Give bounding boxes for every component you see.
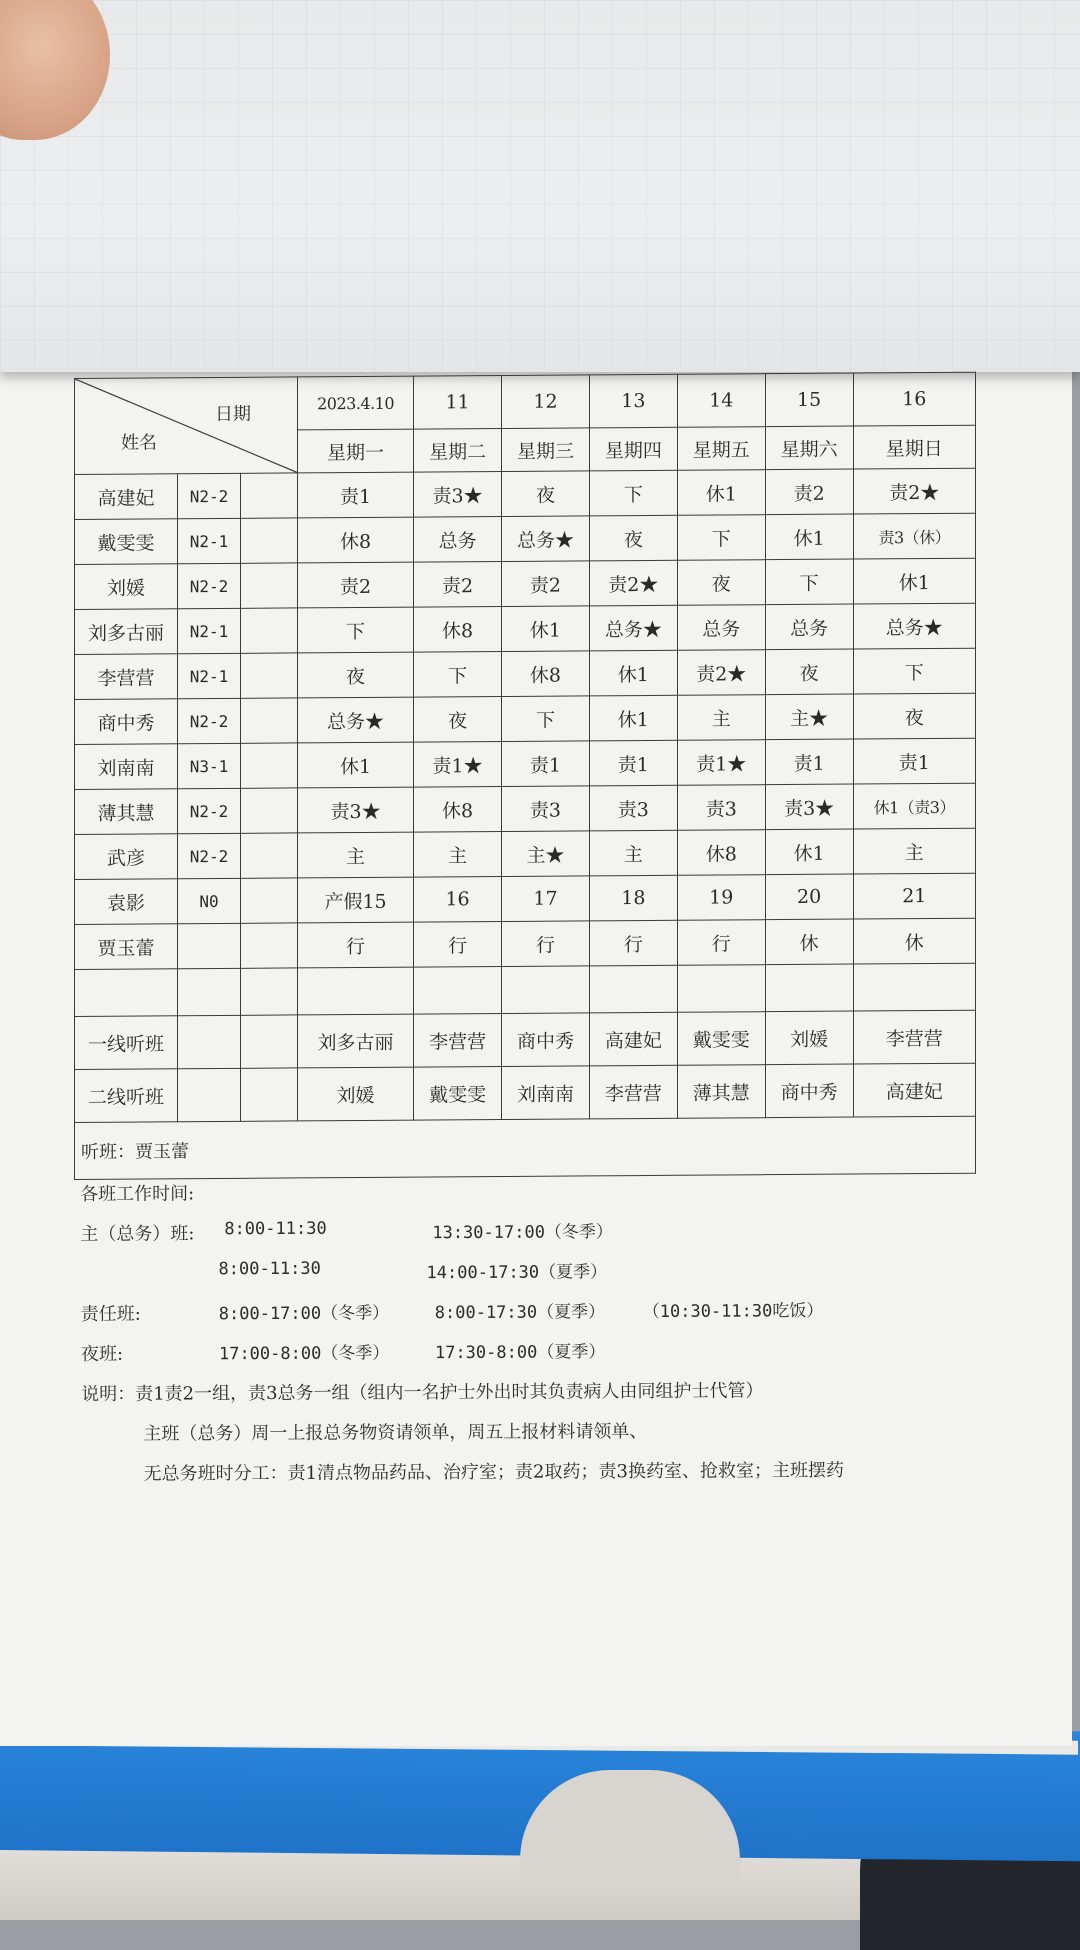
shift-cell: 责1 <box>502 741 590 787</box>
name-header-label: 姓名 <box>121 432 157 454</box>
shift-cell: 责2★ <box>677 650 765 696</box>
on-call-name-cell: 李营营 <box>414 1014 502 1068</box>
main-shift-line <box>80 1207 1000 1252</box>
staff-level-cell: N2-2 <box>178 788 241 833</box>
shift-cell: 责2★ <box>853 468 975 514</box>
blank-cell <box>241 518 298 563</box>
responsibility-shift-label: 责任班: <box>80 1303 141 1325</box>
shift-cell: 行 <box>414 922 502 968</box>
shift-cell: 责3 <box>502 786 590 832</box>
turned-page <box>0 0 1080 372</box>
main-shift-winter-morning: 8:00-11:30 <box>224 1218 327 1240</box>
empty-row <box>75 963 976 1016</box>
shift-cell: 夜 <box>677 560 765 606</box>
responsibility-shift-summer: 8:00-17:30（夏季） <box>434 1302 606 1324</box>
header-corner-cell <box>75 377 298 475</box>
on-call-name-cell: 刘多古丽 <box>298 1014 414 1068</box>
shift-cell: 休1（责3） <box>853 783 975 829</box>
staff-name-cell: 高建妃 <box>75 474 178 520</box>
staff-row <box>75 513 976 564</box>
staff-name-cell: 商中秀 <box>75 699 178 745</box>
date-header-label: 日期 <box>215 403 251 426</box>
main-shift-summer-afternoon: 14:00-17:30（夏季） <box>426 1262 608 1284</box>
responsibility-shift-winter: 8:00-17:00（冬季） <box>218 1303 390 1325</box>
empty-cell <box>241 968 298 1015</box>
responsibility-shift-line <box>81 1287 1001 1332</box>
weekday-cell: 星期二 <box>414 429 502 473</box>
shift-cell: 主 <box>677 695 765 741</box>
blank-cell <box>241 653 298 698</box>
shift-cell: 夜 <box>502 471 590 517</box>
shift-cell: 总务 <box>765 604 853 650</box>
shift-cell: 下 <box>298 607 414 653</box>
shift-cell: 休1 <box>677 470 765 516</box>
blank-cell <box>241 923 298 968</box>
on-call-row <box>75 1010 976 1069</box>
explanation-line-2 <box>81 1407 1001 1452</box>
shift-cell: 休1 <box>765 829 853 875</box>
shift-cell: 总务★ <box>298 697 414 743</box>
date-cell: 16 <box>853 372 975 426</box>
shift-cell: 行 <box>298 922 414 968</box>
date-cell: 2023.4.10 <box>298 376 414 430</box>
on-call-label-cell: 一线听班 <box>75 1016 178 1070</box>
shift-cell: 16 <box>414 877 502 923</box>
staff-row <box>75 558 976 609</box>
blank-cell <box>241 833 298 878</box>
shift-cell: 总务 <box>414 517 502 563</box>
shift-cell: 责1 <box>589 740 677 786</box>
date-cell: 11 <box>414 376 502 430</box>
empty-cell <box>765 964 853 1012</box>
main-shift-summer-line <box>80 1247 1000 1292</box>
date-cell: 15 <box>765 373 853 427</box>
shift-cell: 夜 <box>765 649 853 695</box>
shift-cell: 责1 <box>765 739 853 785</box>
shift-cell: 休8 <box>677 830 765 876</box>
shift-cell: 责2 <box>765 469 853 515</box>
weekday-cell: 星期五 <box>677 427 765 471</box>
shift-roster-table <box>74 372 976 1180</box>
shift-cell: 产假15 <box>298 877 414 923</box>
shift-cell: 责2 <box>414 562 502 608</box>
blank-cell <box>241 563 298 608</box>
shift-cell: 休1 <box>853 558 975 604</box>
shift-cell: 下 <box>589 470 677 516</box>
shift-cell: 责3 <box>677 785 765 831</box>
staff-name-cell: 刘媛 <box>75 564 178 610</box>
weekday-cell: 星期一 <box>298 429 414 473</box>
shift-cell: 总务★ <box>853 603 975 649</box>
staff-name-cell: 武彦 <box>75 834 178 880</box>
staff-level-cell: N2-1 <box>178 518 241 563</box>
empty-cell <box>589 965 677 1013</box>
on-call-label-cell: 二线听班 <box>75 1069 178 1123</box>
shift-cell: 夜 <box>589 515 677 561</box>
weekday-cell: 星期四 <box>589 427 677 471</box>
shift-cell: 休 <box>853 918 975 964</box>
staff-name-cell: 薄其慧 <box>75 789 178 835</box>
blank-cell <box>178 1068 241 1121</box>
shift-cell: 责3★ <box>298 787 414 833</box>
shift-cell: 行 <box>677 920 765 966</box>
explanation-text-3: 无总务班时分工：责1清点物品药品、治疗室；责2取药；责3换药室、抢救室；主班摆药 <box>143 1460 844 1485</box>
staff-level-cell: N2-1 <box>178 653 241 698</box>
empty-cell <box>414 967 502 1015</box>
explanation-text-2: 主班（总务）周一上报总务物资请领单，周五上报材料请领单、 <box>143 1421 648 1445</box>
staff-level-cell: N2-1 <box>178 608 241 653</box>
staff-row <box>75 693 976 744</box>
work-hours-title: 各班工作时间: <box>80 1183 195 1205</box>
shift-cell: 休8 <box>298 517 414 563</box>
staff-row <box>75 648 976 699</box>
on-call-name-cell: 刘媛 <box>298 1067 414 1121</box>
explanation-text-1: 说明：责1责2一组，责3总务一组（组内一名护士外出时其负责病人由同组护士代管） <box>81 1380 764 1405</box>
shift-cell: 休 <box>765 919 853 965</box>
shift-cell: 责3★ <box>765 784 853 830</box>
blank-cell <box>241 1015 298 1068</box>
staff-level-cell: N2-2 <box>178 698 241 743</box>
shift-cell: 责3（休） <box>853 513 975 559</box>
on-call-name-cell: 商中秀 <box>502 1013 590 1067</box>
blank-cell <box>241 788 298 833</box>
shift-cell: 夜 <box>414 697 502 743</box>
night-shift-label: 夜班: <box>80 1343 124 1365</box>
date-cell: 14 <box>677 374 765 428</box>
blank-cell <box>241 608 298 653</box>
shift-cell: 休1 <box>589 695 677 741</box>
staff-row <box>75 918 976 969</box>
blank-cell <box>241 743 298 788</box>
shift-cell: 责2 <box>502 561 590 607</box>
weekday-cell: 星期日 <box>853 425 975 469</box>
shift-cell: 17 <box>502 876 590 922</box>
staff-name-cell: 刘多古丽 <box>75 609 178 655</box>
shift-cell: 休1 <box>502 606 590 652</box>
main-shift-winter-afternoon: 13:30-17:00（冬季） <box>432 1222 613 1244</box>
shift-cell: 责1★ <box>677 740 765 786</box>
main-shift-label: 主（总务）班: <box>80 1223 195 1245</box>
empty-cell <box>502 966 590 1014</box>
main-shift-summer-morning: 8:00-11:30 <box>218 1258 321 1280</box>
blank-cell <box>241 878 298 923</box>
shift-cell: 责3★ <box>414 472 502 518</box>
date-cell: 13 <box>589 374 677 428</box>
work-hours-title-line <box>80 1167 1000 1212</box>
shift-cell: 休1 <box>298 742 414 788</box>
shift-cell: 主★ <box>765 694 853 740</box>
on-call-name-cell: 戴雯雯 <box>677 1012 765 1066</box>
diagonal-line <box>75 377 297 474</box>
staff-name-cell: 贾玉蕾 <box>75 924 178 970</box>
on-call-name-cell: 高建妃 <box>853 1063 975 1117</box>
explanation-line-3 <box>81 1447 1001 1492</box>
shift-cell: 责1 <box>853 738 975 784</box>
shift-cell: 19 <box>677 875 765 921</box>
empty-cell <box>75 969 178 1017</box>
shift-cell: 下 <box>414 652 502 698</box>
staff-row <box>75 468 976 519</box>
shift-cell: 21 <box>853 873 975 919</box>
staff-level-cell: N2-2 <box>178 563 241 608</box>
on-call-name-cell: 李营营 <box>853 1010 975 1064</box>
empty-cell <box>178 968 241 1015</box>
shift-cell: 下 <box>677 515 765 561</box>
shift-cell: 休8 <box>414 607 502 653</box>
shift-cell: 夜 <box>853 693 975 739</box>
shift-cell: 休1 <box>589 650 677 696</box>
staff-name-cell: 袁影 <box>75 879 178 925</box>
shift-cell: 休1 <box>765 514 853 560</box>
shift-cell: 夜 <box>298 652 414 698</box>
staff-level-cell: N3-1 <box>178 743 241 788</box>
shift-cell: 休8 <box>502 651 590 697</box>
on-call-name-cell: 薄其慧 <box>677 1065 765 1119</box>
shift-cell: 责2★ <box>589 560 677 606</box>
on-call-name-cell: 戴雯雯 <box>414 1067 502 1121</box>
shift-cell: 20 <box>765 874 853 920</box>
work-hours-notes <box>80 1167 1002 1492</box>
standby-note-cell: 听班：贾玉蕾 <box>75 1116 976 1179</box>
empty-cell <box>298 967 414 1015</box>
night-shift-summer: 17:30-8:00（夏季） <box>434 1342 606 1364</box>
staff-name-cell: 刘南南 <box>75 744 178 790</box>
shift-cell: 主★ <box>502 831 590 877</box>
staff-row <box>75 828 976 879</box>
shift-cell: 主 <box>298 832 414 878</box>
staff-level-cell <box>178 923 241 968</box>
shift-cell: 休8 <box>414 787 502 833</box>
staff-level-cell: N2-2 <box>178 473 241 518</box>
shift-cell: 行 <box>589 920 677 966</box>
shift-cell: 18 <box>589 875 677 921</box>
staff-row <box>75 873 976 924</box>
empty-cell <box>677 965 765 1013</box>
shift-cell: 责2 <box>298 562 414 608</box>
on-call-row <box>75 1063 976 1122</box>
shift-cell: 责1 <box>298 472 414 518</box>
shift-cell: 责1★ <box>414 742 502 788</box>
shift-cell: 总务★ <box>589 605 677 651</box>
weekday-cell: 星期三 <box>502 428 590 472</box>
on-call-name-cell: 刘南南 <box>502 1066 590 1120</box>
blank-cell <box>178 1015 241 1068</box>
staff-name-cell: 李营营 <box>75 654 178 700</box>
shift-cell: 行 <box>502 921 590 967</box>
staff-level-cell: N2-2 <box>178 833 241 878</box>
empty-cell <box>853 963 975 1011</box>
shift-cell: 责3 <box>589 785 677 831</box>
shift-cell: 主 <box>853 828 975 874</box>
night-shift-line <box>81 1327 1001 1372</box>
shift-cell: 主 <box>589 830 677 876</box>
responsibility-lunch: （10:30-11:30吃饭） <box>642 1301 824 1323</box>
blank-cell <box>241 1068 298 1121</box>
on-call-name-cell: 商中秀 <box>765 1064 853 1118</box>
shift-cell: 总务★ <box>502 516 590 562</box>
blank-cell <box>241 698 298 743</box>
shift-cell: 下 <box>853 648 975 694</box>
blank-cell <box>241 473 298 518</box>
shift-cell: 下 <box>502 696 590 742</box>
on-call-name-cell: 高建妃 <box>589 1012 677 1066</box>
night-shift-winter: 17:00-8:00（冬季） <box>218 1343 390 1365</box>
staff-row <box>75 603 976 654</box>
header-date-row <box>75 372 976 431</box>
staff-name-cell: 戴雯雯 <box>75 519 178 565</box>
shift-cell: 下 <box>765 559 853 605</box>
staff-row <box>75 738 976 789</box>
shift-cell: 主 <box>414 832 502 878</box>
on-call-name-cell: 刘媛 <box>765 1011 853 1065</box>
staff-level-cell: N0 <box>178 878 241 923</box>
staff-row <box>75 783 976 834</box>
weekday-cell: 星期六 <box>765 426 853 470</box>
on-call-name-cell: 李营营 <box>589 1065 677 1119</box>
shift-cell: 总务 <box>677 605 765 651</box>
date-cell: 12 <box>502 375 590 429</box>
explanation-line-1 <box>81 1367 1001 1412</box>
